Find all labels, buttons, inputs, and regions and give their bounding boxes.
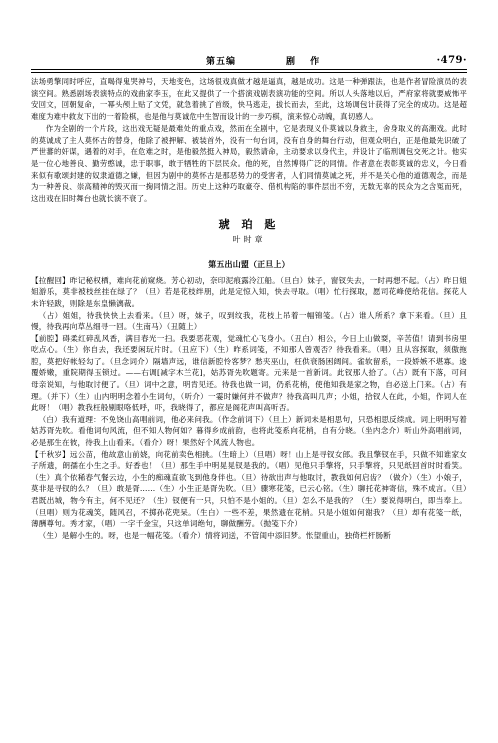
script-paragraph-1: 【拉醒回】昨记秘权栖，难向花前窥烧。芳心初动，奈印泥痕露泠江船。（旦白）妹子，窗钗失去，一时再想不起。（占）昨日姐姐游乐，莫非被枝丝挂在绿了？（旦）若是花枝绊朋，此是定惊入知，快去寻取。（唱）忙行探取，愿司花峰使给花信。探花人未许轻跋，则除是东皇懒漓裁。 [31, 275, 467, 308]
header-rule [31, 69, 467, 72]
script-paragraph-5: 【千秋岁】远公苗，他故意山前娆，向花前卖色相挑。（生暗上）（旦唱）呀！山上是寻钗女郎。我且擎钗在手，只做不知谁家女子所遗，朗孺在小生之手。好香也！（旦）那生手中明晃晃钗是我的。（唱）见他只手擎将，只手擎将，只见纸回首时时看笑。（生）真个依稀春气餐云边，小生的痴魂直欲飞到他身伴也。（旦）待欲出声与他取讨，教我如何启齿？（做介）（生）小娘子，莫非是寻钗的么？（旦）敢是胥……（生）小生正是胥先吹。（旦）骤寒花笺，已云心铭。（生）聊托花神寄信，殊不成言。（旦）君既出城，物今有主，何不见还？（生）钗便有一只，只怕不是小姐的。（旦）怎么不是我的？（生）要说得明白，即当奉上。（旦唱）则为花魂笑，随风召，不掷孙花兜呆。（生白）一些不差，果然遗在花梢。只是小姐如何谢我？（旦）却有花笺一纸，薄酬尊句。秀才家，（唱）一字千金宝，只这单词绝句，聊做酬劳。（抛笺下介） [31, 449, 467, 529]
play-title: 琥 珀 匙 [218, 217, 280, 231]
section-label: 剧 作 [286, 56, 326, 67]
page-content [31, 76, 467, 541]
page-number: ·479· [436, 54, 467, 66]
chapter-label: 第五编 [206, 56, 237, 67]
script-paragraph-6: （生）是解小生的。呀，也是一幅花笺。（看介）情将词送，不管闺中添旧梦。怅望重山，独倚栏杆肠断 [38, 530, 392, 540]
play-title-block [31, 217, 467, 246]
play-script [31, 275, 467, 542]
running-header [31, 52, 467, 68]
script-paragraph-4: （白）我有道理：不免饶山高唱前词，他必来问我。（作念前词下）（旦上）新词未是相思句，只恐相思反续成。词上明明写着姑苏胥先吹。看他词句风流，但不知人物何如？暮得乡成前韵，也将此笺系向花梢，自有分晓。（坐内念介）听山外高唱前词，必是那生在彼，待我上山看来。（看介）呀！果然好个风流人物也。 [31, 414, 467, 448]
intro-paragraph-1: 法场勇擎同时呼应，直喝得鬼哭神号，天地变色，这场很戏真做才越是逼真，越是成功。这是一种弹跟法，也是作者冒险演员的表演空间。熟悉剧场表演特点的戏曲家李玉，在此又提供了一个搭演戏剧表演功能的空间。所以人头落地以后，严府家将就要威怖平安回文，回朝复命，一幂头颅上贴了文凭，就急着挑了首级，快马逃走，拔长而去，至此，这场调包计获得了完全的成功。这是超难度为难中救友下出的一着险棋，也是他与莫诚危中生智而设计的一步巧棋，演来惊心动魄，真切感人。 [31, 77, 467, 122]
play-author: 叶时章 [232, 234, 266, 244]
script-paragraph-2: （占）姐姐，待我快快上去看来。（旦）呀，妹子，叹到纹我，花枝上吊着一幅锦笺。（占）谁人所系？拿下来看。（旦）且慢，待我再向草丛细寻一回。（生南马）（丑随上） [31, 310, 467, 332]
scene-title: 第五出山盟（正旦上） [208, 258, 290, 269]
script-paragraph-3: 【前腔】碍柔红碎乱风香，满目春光一扫。我要恶花观，觉魂忙心飞身小。（丑白）相公，今日上山做耍，辛苦值！请到书房里吃点心。（生）你自去，我还要闲玩片时。（丑应下）（生）昨系词笺，不知那人曾观否？待我看来。（唱）且从容探取，须傲拖腔，莫把好帐轻勾了。（旦念词介）隔墙声远，谁信新腔怜客梦？愁夹巫山，枉供衰肠困阔间。雀软留系，一段娇嫉不堪寡。逡覆娇嫩，重院期得玉锁过。——右调[减字木兰花]，姑苏胥先吹题寄。元来是一首新词。此钗那人拾了。（占）既有下落，可问母亲说知，与他取讨便了。（旦）词中之意，明肯见还。待我也做一词，仍系花梢，使他知我是家之物，自必送上门来。（占）有理。（并下）（生）山内明明念着小生词句，（听介）一霎时嫌何并不做声？待我高叫几声；小姐，拾钗人在此，小姐，作词人在此呀！（唱）教我枉般剔眼咯低呼，吓，我晓得了，都应是阁花声叫高听否。 [31, 333, 467, 413]
intro-paragraph-2: 作为全剧的一个片段，这出戏无疑是最难处的重点戏，然而在全剧中，它是表现义仆莫诚以身救主，舍身取义的高潮戏。此时的莫诚成了主人莫怀古的替身，他除了被押解、被装首外，没有一句台词，没有自身的舞台行动，但观众明白，正是他最先识破了严世蕃的奸谋，遇着的对手，在危难之时，是他毅然挺入神局，毅然请命，主动要求以身代主，并设计了临刑调包交死之计。他实是一位心地善良、勤劳憨诚，忠于职事，敢于牺牲的下层民众。他的死，自然博得广泛的同情。作者意在表彰莫诚的忠义，今日看来似有歌颂封建的奴隶道德之嫌，但因为剧中的莫怀古是那恶势力的受害者，人们同情莫诚之死，并不是关心他的道德观念，而是为一种善良、崇高精神的毁灭而一掬同情之泪。历史上这种巧取豪夺、借机构陷的事件层出不穷，无数无辜的民众为之含冤而死，这出戏在旧时舞台也就长演不衰了。 [31, 123, 467, 204]
